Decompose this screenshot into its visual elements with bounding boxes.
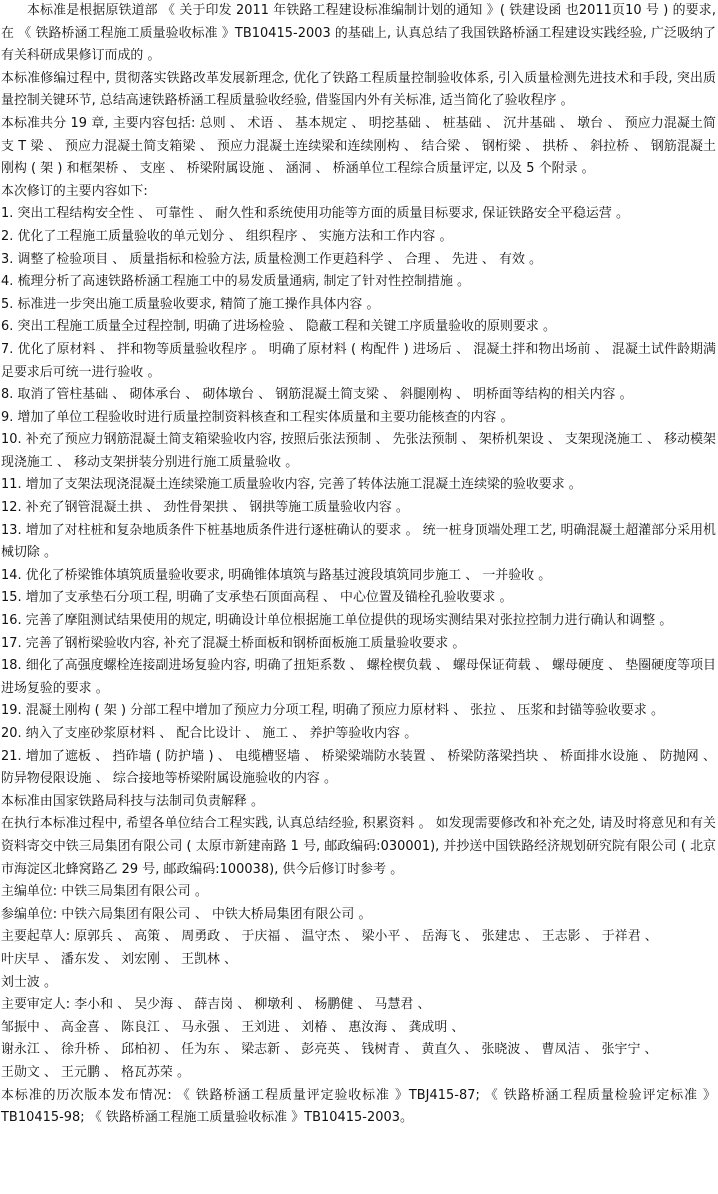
- paragraph: 5. 标准进一步突出施工质量验收要求, 精简了施工操作具体内容 。: [1, 296, 380, 312]
- paragraph: 本标准修编过程中, 贯彻落实铁路改革发展新理念, 优化了铁路工程质量控制验收体系, 引入质量检测先进技术和手段, 突出质量控制关键环节, 总结高速铁路桥涵工程质量验收经验, 借鉴国内外有关标准, 适当简化了验收程序 。: [1, 70, 716, 109]
- paragraph: 21. 增加了遮板 、 挡砟墙 ( 防护墙 ) 、 电缆槽竖墙 、 桥梁梁端防水装置 、 桥梁防落梁挡块 、 桥面排水设施 、 防抛网 、 防异物侵限设施 、 综合接地等桥梁附属设施验收的内容 。: [1, 748, 716, 787]
- paragraph: 本标准的历次版本发布情况: 《 铁路桥涵工程质量评定验收标准 》TBJ415-87; 《 铁路桥涵工程质量检验评定标准 》TB10415-98; 《 铁路桥涵工程施工质量验收标准 》TB10415-2003。: [1, 1087, 716, 1126]
- paragraph: 13. 增加了对柱桩和复杂地质条件下桩基地质条件进行逐桩确认的要求 。 统一桩身顶端处理工艺, 明确混凝土超灌部分采用机械切除 。: [1, 522, 716, 561]
- paragraph: 王勋文 、 王元鹏 、 格瓦苏荣 。: [1, 1064, 190, 1080]
- paragraph: 20. 纳入了支座砂浆原材料 、 配合比设计 、 施工 、 养护等验收内容 。: [1, 726, 418, 741]
- paragraph: 邹振中 、 高金喜 、 陈良江 、 马永强 、 王刘进 、 刘椿 、 惠汝海 、 龚成明 、: [1, 1019, 465, 1035]
- paragraph: 12. 补充了钢管混凝土拱 、 劲性骨架拱 、 钢拱等施工质量验收内容 。: [1, 500, 409, 516]
- paragraph: 3. 调整了检验项目 、 质量指标和检验方法, 质量检测工作更趋科学 、 合理 、 先进 、 有效 。: [1, 251, 542, 267]
- paragraph: 参编单位: 中铁六局集团有限公司 、 中铁大桥局集团有限公司 。: [1, 906, 372, 922]
- paragraph: 18. 细化了高强度螺栓连接副进场复验内容, 明确了扭矩系数 、 螺栓楔负载 、 螺母保证荷载 、 螺母硬度 、 垫圈硬度等项目进场复验的要求 。: [1, 658, 716, 696]
- paragraph: 9. 增加了单位工程验收时进行质量控制资料核查和工程实体质量和主要功能核查的内容 。: [1, 409, 514, 425]
- paragraph: 10. 补充了预应力钢筋混凝土简支箱梁验收内容, 按照后张法预制 、 先张法预制 、 架桥机架设 、 支架现浇施工 、 移动模架现浇施工 、 移动支架拼装分别进行施工质量验收 。: [1, 432, 716, 470]
- paragraph: 本标准是根据原铁道部 《 关于印发 2011 年铁路工程建设标准编制计划的通知 》( 铁建设函 也2011页10 号 ) 的要求, 在 《 铁路桥涵工程施工质量验收标准 》TB10415-2003 的基础上, 认真总结了我国铁路桥涵工程建设实践经验, 广泛吸纳了有关科研成果修订而成的 。: [1, 3, 716, 64]
- paragraph: 14. 优化了桥梁锥体填筑质量验收要求, 明确锥体填筑与路基过渡段填筑同步施工 、 一并验收 。: [1, 567, 552, 583]
- paragraph: 主要起草人: 原郭兵 、 高策 、 周勇政 、 于庆福 、 温守杰 、 梁小平 、 岳海飞 、 张建忠 、 王志影 、 于祥君 、: [1, 929, 658, 945]
- paragraph: 主编单位: 中铁三局集团有限公司 。: [1, 884, 208, 900]
- paragraph: 19. 混凝土刚构 ( 架 ) 分部工程中增加了预应力分项工程, 明确了预应力原材料 、 张拉 、 压浆和封锚等验收要求 。: [1, 703, 664, 719]
- paragraph: 谢永江 、 徐升桥 、 邱柏初 、 任为东 、 梁志新 、 彭亮英 、 钱树青 、 黄直久 、 张晓波 、 曹凤洁 、 张宇宁 、: [1, 1042, 658, 1058]
- paragraph: 4. 梳理分析了高速铁路桥涵工程施工中的易发质量通病, 制定了针对性控制措施 。: [1, 274, 470, 290]
- paragraph: 17. 完善了钢桁梁验收内容, 补充了混凝土桥面板和钢桥面板施工质量验收要求 。: [1, 635, 466, 651]
- paragraph: 11. 增加了支架法现浇混凝土连续梁施工质量验收内容, 完善了转体法施工混凝土连续梁的验收要求 。: [1, 477, 582, 493]
- paragraph: 7. 优化了原材料 、 拌和物等质量验收程序 。 明确了原材料 ( 构配件 ) 进场后 、 混凝土拌和物出场前 、 混凝土试件龄期满足要求后可统一进行验收 。: [1, 341, 716, 380]
- paragraph: 本标准共分 19 章, 主要内容包括: 总则 、 术语 、 基本规定 、 明挖基础 、 桩基础 、 沉井基础 、 墩台 、 预应力混凝土简支 T 梁 、 预应力混凝土简支箱梁 、 预应力混凝土连续梁和连续刚构 、 结合梁 、 钢桁梁 、 拱桥 、 斜拉桥 、 钢筋混凝土刚构 ( 架 ) 和框架桥 、 支座 、 桥梁附属设施 、 涵洞 、 桥涵单位工程综合质量评定, 以及 5 个附录 。: [1, 115, 716, 177]
- paragraph: 在执行本标准过程中, 希望各单位结合工程实践, 认真总结经验, 积累资料 。 如发现需要修改和补充之处, 请及时将意见和有关资料寄交中铁三局集团有限公司 ( 太原市新建南路 1 号, 邮政编码:030001), 并抄送中国铁路经济规划研究院有限公司 ( 北京市海淀区北蜂窝路乙 29 号, 邮政编码:100038), 供今后修订时参考 。: [1, 816, 716, 877]
- paragraph: 15. 增加了支承垫石分项工程, 明确了支承垫石顶面高程 、 中心位置及锚栓孔验收要求 。: [1, 590, 513, 606]
- paragraph: 8. 取消了管柱基础 、 砌体承台 、 砌体墩台 、 钢筋混凝土简支梁 、 斜腿刚构 、 明桥面等结构的相关内容 。: [1, 387, 633, 403]
- paragraph: 主要审定人: 李小和 、 吴少海 、 薛吉岗 、 柳墩利 、 杨鹏健 、 马慧君 、: [1, 997, 431, 1013]
- paragraph: 2. 优化了工程施工质量验收的单元划分 、 组织程序 、 实施方法和工作内容 。: [1, 228, 453, 244]
- paragraph: 1. 突出工程结构安全性 、 可靠性 、 耐久性和系统使用功能等方面的质量目标要求, 保证铁路安全平稳运营 。: [1, 206, 629, 222]
- paragraph: 刘士波 。: [1, 974, 57, 990]
- paragraph: 叶庆早 、 潘东发 、 刘宏刚 、 王凯林 、: [1, 951, 238, 967]
- paragraph: 本标准由国家铁路局科技与法制司负责解释 。: [1, 793, 264, 809]
- paragraph: 16. 完善了摩阻测试结果使用的规定, 明确设计单位根据施工单位提供的现场实测结果对张拉控制力进行确认和调整 。: [1, 613, 673, 629]
- paragraph: 6. 突出工程施工质量全过程控制, 明确了进场检验 、 隐蔽工程和关键工序质量验收的原则要求 。: [1, 319, 556, 335]
- paragraph: 本次修订的主要内容如下:: [1, 183, 148, 199]
